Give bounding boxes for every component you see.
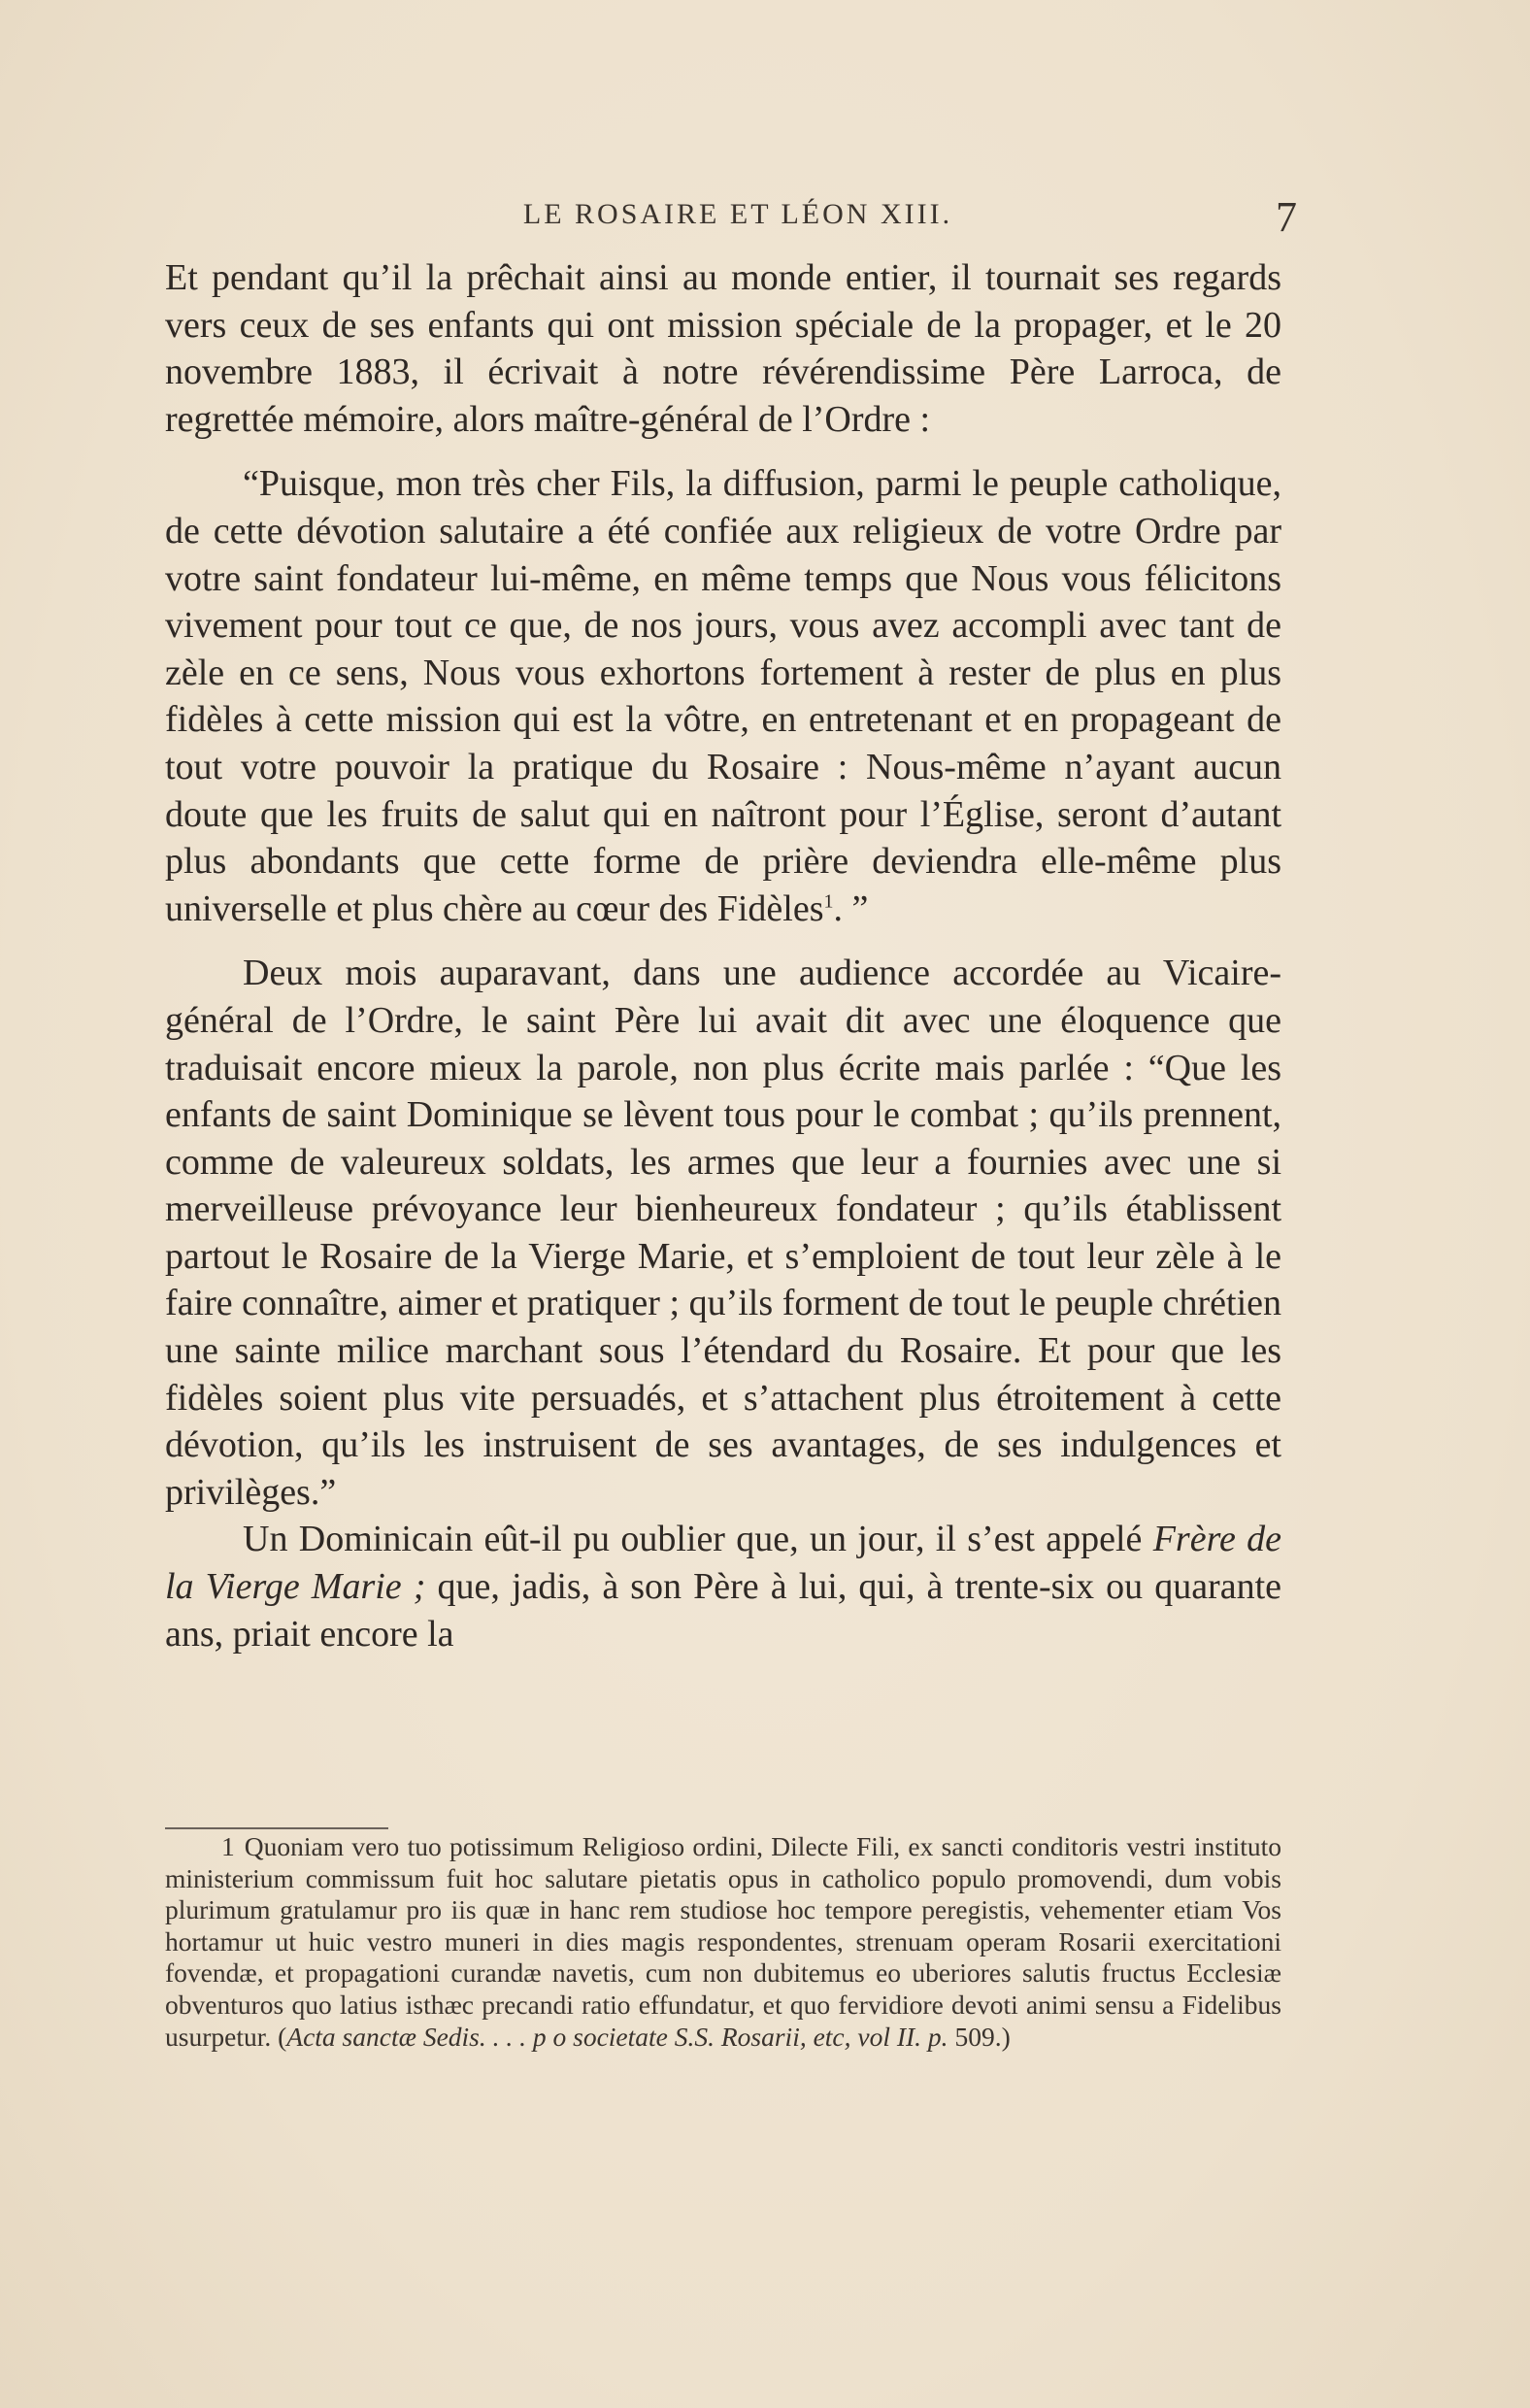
running-head [165, 192, 1311, 251]
paragraph-1 [165, 254, 1281, 443]
paragraph-4-start: Un Dominicain eût-il pu oublier que, un jour, il s’est appelé [243, 1519, 1143, 1560]
page-number: 7 [1276, 193, 1297, 241]
paragraph-2-text: “Puisque, mon très cher Fils, la diffusion, parmi le peuple catholique, de cette dévotion salutaire a été confiée aux religieux de votre Ordre par votre saint fondateur lui-même, en même temps que Nous vous félicitons vivement pour tout ce que, de nos jours, vous avez accompli avec tant de zèle en ce sens, Nous vous exhortons fortement à rester de plus en plus fidèles à cette mission qui est la vôtre, en entretenant et en propageant de tout votre pouvoir la pratique du Rosaire : Nous-même n’ayant aucun doute que les fruits de salut qui en naîtront pour l’Église, seront d’autant plus abondants que cette forme de prière deviendra elle-même plus universelle et plus chère au cœur des Fidèles [165, 463, 1281, 929]
footnote-number: 1 [221, 1831, 235, 1861]
paragraph-2-close: . ” [833, 887, 869, 929]
footnote-reference: 1 [823, 890, 834, 913]
paragraph-4 [165, 1516, 1281, 1657]
footnote-divider [165, 1827, 388, 1829]
body-text [165, 254, 1281, 1657]
paragraph-3-text: Deux mois auparavant, dans une audience accordée au Vicaire-général de l’Ordre, le saint Père lui avait dit avec une éloquence que traduisait encore mieux la parole, non plus écrite mais parlée : “Que les enfants de saint Dominique se lèvent tous pour le combat ; qu’ils prennent, comme de valeureux soldats, les armes que leur a fournies avec une si merveilleuse prévoyance leur bienheureux fondateur ; qu’ils établissent partout le Rosaire de la Vierge Marie, et s’emploient de tout leur zèle à le faire connaître, aimer et pratiquer ; qu’ils forment de tout le peuple chrétien une sainte milice marchant sous l’étendard du Rosaire. Et pour que les fidèles soient plus vite persuadés, et s’attachent plus étroitement à cette dévotion, qu’ils les instruisent de ses avantages, de ses indulgences et privilèges.” [165, 953, 1281, 1513]
footnote-citation-source: Acta sanctæ Sedis. . . . p o societate S.S. Rosarii, etc, vol II. p. [286, 2021, 948, 2052]
paragraph-3 [165, 950, 1281, 1516]
paragraph-1-text: Et pendant qu’il la prêchait ainsi au monde entier, il tournait ses regards vers ceux de ses enfants qui ont mission spéciale de la propager, et le 20 novembre 1883, il écrivait à notre révérendissime Père Larroca, de regrettée mémoire, alors maître-général de l’Ordre : [165, 257, 1281, 440]
paragraph-2-quote [165, 460, 1281, 932]
footnote [165, 1831, 1281, 2053]
running-title: LE ROSAIRE ET LÉON XIII. [522, 198, 953, 230]
footnote-text: Quoniam vero tuo potissimum Religioso ordini, Dilecte Fili, ex sancti conditoris vestri instituto ministerium commissum fuit hoc salutare pietatis opus in catholico populo promovendi, dum vobis plurimum gratulamur pro iis quæ in hanc rem studiose hoc tempore peregistis, vehementer etiam Vos hortamur ut huic vestro muneri in dies magis respondentes, strenuam operam Rosarii exercitationi fovendæ, et propagationi curandæ navetis, cum non dubitemus eo uberiores salutis fructus Ecclesiæ obventuros quo latius isthæc precandi ratio effundatur, et quo fervidiore devoti animi sensu a Fidelibus usurpetur. [165, 1831, 1281, 2052]
footnote-citation-page: 509.) [954, 2021, 1011, 2052]
paragraph-4-end: que, jadis, à son Père à lui, qui, à trente-six ou quarante ans, priait encore la [165, 1566, 1282, 1655]
paragraph-4-italic: Frère de la Vierge Marie ; [165, 1519, 1281, 1608]
footnote-citation-open: ( [278, 2021, 287, 2052]
